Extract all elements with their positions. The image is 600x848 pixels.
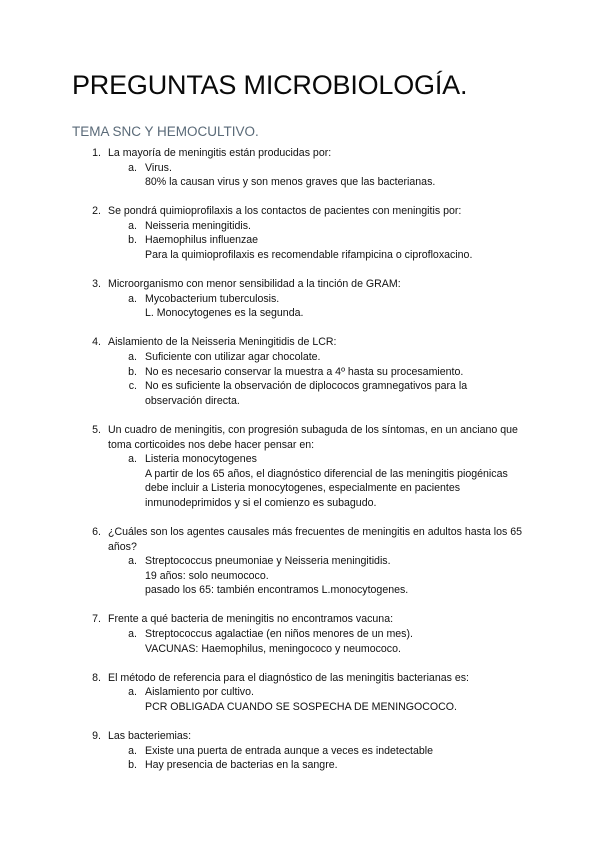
answer-text: Haemophilus influenzae <box>145 234 259 247</box>
answer-explanation: 80% la causan virus y son menos graves que las bacterianas. <box>145 176 436 189</box>
question-text: ¿Cuáles son los agentes causales más frecuentes de meningitis en adultos hasta los 65 años? <box>108 525 522 553</box>
question-item <box>0 525 600 598</box>
answer-text: Suficiente con utilizar agar chocolate. <box>145 351 321 364</box>
answer-item <box>0 219 600 234</box>
question-item <box>0 612 600 656</box>
answer-item <box>0 350 600 365</box>
answer-item <box>0 161 600 190</box>
answer-letter: a. <box>128 628 137 641</box>
answer-letter: b. <box>128 365 137 378</box>
question-number: 8. <box>92 671 101 684</box>
question-list <box>0 146 600 787</box>
question-text: La mayoría de meningitis están producidas por: <box>108 147 332 159</box>
question-number: 1. <box>92 147 101 159</box>
question-item <box>0 335 600 408</box>
question-item <box>0 671 600 715</box>
answer-text: Aislamiento por cultivo. <box>145 686 254 699</box>
answer-explanation: PCR OBLIGADA CUANDO SE SOSPECHA DE MENINGOCOCO. <box>145 700 457 713</box>
question-text: Aislamiento de la Neisseria Meningitidis de LCR: <box>108 336 337 349</box>
answer-letter: c. <box>128 380 137 393</box>
answer-text: Existe una puerta de entrada aunque a veces es indetectable <box>145 744 434 757</box>
answer-letter: a. <box>128 292 137 305</box>
question-text: Microorganismo con menor sensibilidad a la tinción de GRAM: <box>108 278 401 291</box>
answer-item <box>0 685 600 714</box>
question-number: 7. <box>92 613 101 626</box>
section-heading: TEMA SNC Y HEMOCULTIVO. <box>72 124 259 139</box>
question-text: Las bacteriemias: <box>108 730 192 742</box>
answer-text: Streptococcus pneumoniae y Neisseria meningitidis. <box>145 555 391 568</box>
answer-letter: b. <box>128 759 137 772</box>
answer-text: Hay presencia de bacterias en la sangre. <box>145 759 338 772</box>
question-number: 3. <box>92 278 101 291</box>
answer-explanation: VACUNAS: Haemophilus, meningococo y neumococo. <box>145 642 401 655</box>
question-item <box>0 423 600 511</box>
question-item <box>0 146 600 190</box>
question-number: 5. <box>92 423 101 436</box>
answer-text: Listeria monocytogenes <box>145 453 257 466</box>
question-text: El método de referencia para el diagnóstico de las meningitis bacterianas es: <box>108 671 469 684</box>
answer-item <box>0 379 600 408</box>
answer-item <box>0 233 600 262</box>
question-text: Un cuadro de meningitis, con progresión subaguda de los síntomas, en un anciano que toma corticoides nos debe hacer pensar en: <box>108 423 518 451</box>
answer-text: No es necesario conservar la muestra a 4º hasta su procesamiento. <box>145 365 464 378</box>
answer-letter: a. <box>128 686 137 699</box>
answer-letter: a. <box>128 351 137 364</box>
answer-item <box>0 292 600 321</box>
answer-item <box>0 627 600 656</box>
question-number: 4. <box>92 336 101 349</box>
answer-item <box>0 554 600 598</box>
question-text: Frente a qué bacteria de meningitis no encontramos vacuna: <box>108 613 394 626</box>
answer-letter: a. <box>128 453 137 466</box>
question-number: 2. <box>92 205 101 218</box>
page-title: PREGUNTAS MICROBIOLOGÍA. <box>72 70 468 100</box>
answer-item <box>0 758 600 773</box>
answer-text: No es suficiente la observación de diplococos gramnegativos para la observación directa. <box>145 380 468 407</box>
answer-text: Virus. <box>145 161 172 174</box>
answer-item <box>0 452 600 510</box>
question-number: 9. <box>92 730 101 742</box>
answer-letter: a. <box>128 219 137 232</box>
answer-text: Neisseria meningitidis. <box>145 219 251 232</box>
answer-explanation: 19 años: solo neumococo. <box>145 569 269 582</box>
answer-explanation: L. Monocytogenes es la segunda. <box>145 307 304 320</box>
answer-text: Mycobacterium tuberculosis. <box>145 292 280 305</box>
answer-letter: a. <box>128 555 137 568</box>
answer-explanation: pasado los 65: también encontramos L.monocytogenes. <box>145 584 409 597</box>
answer-text: Streptococcus agalactiae (en niños menores de un mes). <box>145 628 413 641</box>
question-item <box>0 204 600 262</box>
answer-explanation: A partir de los 65 años, el diagnóstico diferencial de las meningitis piogénicas debe incluir a Listeria monocytogenes, especialmente en pacientes inmunodeprimidos y si el comienzo es subagudo. <box>145 467 508 509</box>
question-text: Se pondrá quimioprofilaxis a los contactos de pacientes con meningitis por: <box>108 205 462 218</box>
question-item <box>0 277 600 321</box>
question-number: 6. <box>92 525 101 538</box>
question-item <box>0 729 600 773</box>
answer-letter: a. <box>128 744 137 757</box>
answer-letter: a. <box>128 161 137 174</box>
answer-explanation: Para la quimioprofilaxis es recomendable rifampicina o ciprofloxacino. <box>145 249 473 262</box>
answer-item <box>0 365 600 380</box>
answer-item <box>0 744 600 759</box>
answer-letter: b. <box>128 234 137 247</box>
